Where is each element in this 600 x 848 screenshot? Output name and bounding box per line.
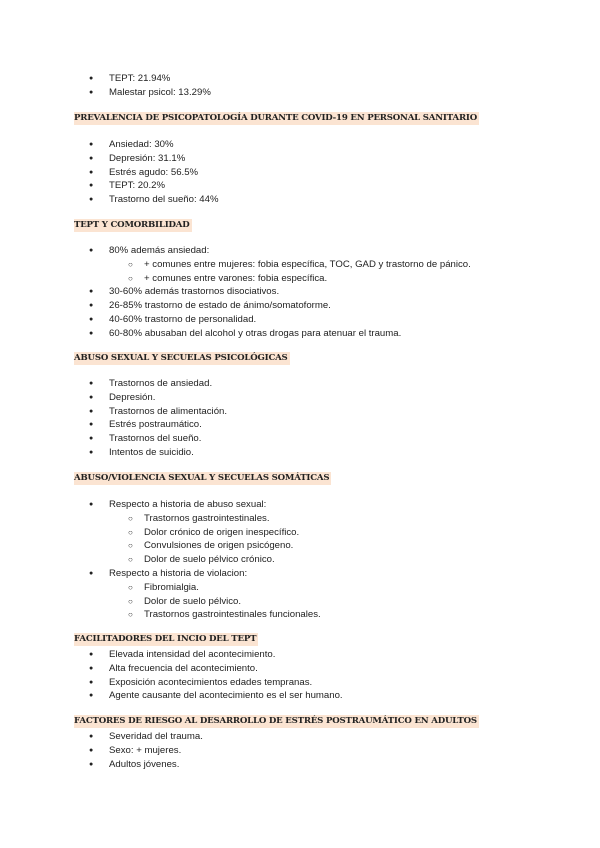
section-list — [0, 138, 600, 207]
sub-list-item: ○ Trastornos gastrointestinales. — [0, 512, 600, 526]
sub-list-item: ○ Convulsiones de origen psicógeno. — [0, 539, 600, 553]
list-item: ● 26-85% trastorno de estado de ánimo/somatoforme. — [0, 299, 600, 313]
sub-list-item: ○ Trastornos gastrointestinales funcionales. — [0, 608, 600, 622]
section-heading: ABUSO SEXUAL Y SECUELAS PSICOLÓGICAS — [74, 353, 288, 363]
section-heading: ABUSO/VIOLENCIA SEXUAL Y SECUELAS SOMÁTICAS — [74, 473, 330, 483]
list-item: ● Sexo: + mujeres. — [0, 744, 600, 758]
list-item: ● Estrés postraumático. — [0, 418, 600, 432]
list-item: ● Trastorno del sueño: 44% — [0, 193, 600, 207]
list-item: ● Malestar psicol: 13.29% — [0, 86, 600, 100]
section-heading: FACILITADORES DEL INCIO DEL TEPT — [74, 634, 257, 644]
list-item: ● Intentos de suicidio. — [0, 446, 600, 460]
sub-list-item: ○ Fibromialgia. — [0, 581, 600, 595]
sub-list-item: ○ Dolor de suelo pélvico crónico. — [0, 553, 600, 567]
list-item: ● Exposición acontecimientos edades tempranas. — [0, 676, 600, 690]
list-item: ● TEPT: 21.94% — [0, 72, 600, 86]
list-item: ● Agente causante del acontecimiento es el ser humano. — [0, 689, 600, 703]
list-item: ● Trastornos de alimentación. — [0, 405, 600, 419]
list-item: ● Trastornos de ansiedad. — [0, 377, 600, 391]
list-item: ● Respecto a historia de abuso sexual: — [0, 498, 600, 512]
sub-list-item: ○ Dolor de suelo pélvico. — [0, 595, 600, 609]
list-item: ● Estrés agudo: 56.5% — [0, 166, 600, 180]
list-item: ● Depresión. — [0, 391, 600, 405]
intro-list — [0, 72, 600, 100]
list-item: ● Ansiedad: 30% — [0, 138, 600, 152]
section-list — [0, 377, 600, 460]
list-item: ● Alta frecuencia del acontecimiento. — [0, 662, 600, 676]
section-list — [0, 730, 600, 771]
section-list — [0, 244, 600, 341]
list-item: ● Severidad del trauma. — [0, 730, 600, 744]
sub-list-item: ○ + comunes entre varones: fobia específica. — [0, 272, 600, 286]
section-list — [0, 648, 600, 703]
list-item: ● Respecto a historia de violacion: — [0, 567, 600, 581]
list-item: ● TEPT: 20.2% — [0, 179, 600, 193]
section-heading: TEPT Y COMORBILIDAD — [74, 220, 190, 230]
list-item: ● Trastornos del sueño. — [0, 432, 600, 446]
sub-list-item: ○ + comunes entre mujeres: fobia específica, TOC, GAD y trastorno de pánico. — [0, 258, 600, 272]
section-heading: FACTORES DE RIESGO AL DESARROLLO DE ESTRÉS POSTRAUMÁTICO EN ADULTOS — [74, 716, 477, 726]
sub-list-item: ○ Dolor crónico de origen inespecífico. — [0, 526, 600, 540]
section-heading: PREVALENCIA DE PSICOPATOLOGÍA DURANTE COVID-19 EN PERSONAL SANITARIO — [74, 113, 477, 123]
section-list — [0, 498, 600, 622]
list-item: ● 30-60% además trastornos disociativos. — [0, 285, 600, 299]
list-item: ● Elevada intensidad del acontecimiento. — [0, 648, 600, 662]
list-item: ● Adultos jóvenes. — [0, 758, 600, 772]
list-item: ● Depresión: 31.1% — [0, 152, 600, 166]
list-item: ● 80% además ansiedad: — [0, 244, 600, 258]
list-item: ● 40-60% trastorno de personalidad. — [0, 313, 600, 327]
list-item: ● 60-80% abusaban del alcohol y otras drogas para atenuar el trauma. — [0, 327, 600, 341]
